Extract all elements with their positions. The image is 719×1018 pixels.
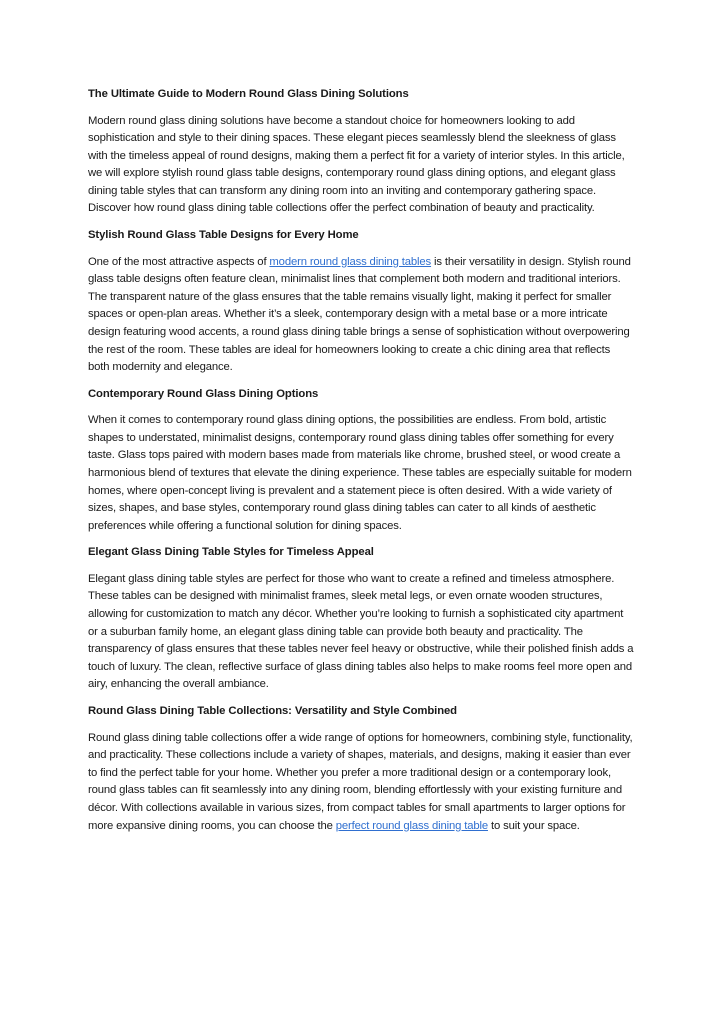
document-page	[88, 86, 634, 844]
paragraph-text: One of the most attractive aspects of	[88, 255, 270, 268]
intro-paragraph: Modern round glass dining solutions have become a standout choice for homeowners looking to add sophistication and style to their dining spaces. These elegant pieces seamlessly blend the sleekness of glass with the timeless appeal of round designs, making them a perfect fit for a variety of interior styles. In this article, we will explore stylish round glass table designs, contemporary round glass dining options, and elegant glass dining table styles that can transform any dining room into an inviting and contemporary gathering space. Discover how round glass dining table collections offer the perfect combination of beauty and practicality.	[88, 114, 625, 215]
section-heading-collections: Round Glass Dining Table Collections: Versatility and Style Combined	[88, 705, 457, 718]
section-heading-stylish-designs: Stylish Round Glass Table Designs for Every Home	[88, 229, 359, 242]
paragraph-text: to suit your space.	[487, 819, 580, 832]
section-heading-contemporary-options: Contemporary Round Glass Dining Options	[88, 387, 319, 400]
modern-round-glass-dining-tables-link[interactable]: modern round glass dining tables	[269, 255, 432, 268]
section-heading-elegant-styles: Elegant Glass Dining Table Styles for Timeless Appeal	[88, 546, 374, 559]
section-paragraph-elegant-styles: Elegant glass dining table styles are perfect for those who want to create a refined and timeless atmosphere. These tables can be designed with minimalist frames, sleek metal legs, or even ornate wooden structures, allowing for customization to match any décor. Whether you’re looking to furnish a sophisticated city apartment or a suburban family home, an elegant glass dining table can provide both beauty and practicality. The transparency of glass ensures that these tables never feel heavy or obstructive, while their polished finish adds a touch of luxury. The clean, reflective surface of glass dining tables also helps to make rooms feel more open and airy, enhancing the overall ambiance.	[88, 572, 634, 691]
document-title: The Ultimate Guide to Modern Round Glass Dining Solutions	[88, 88, 409, 100]
paragraph-text: Round glass dining table collections offer a wide range of options for homeowners, combining style, functionality, and practicality. These collections include a variety of shapes, materials, and designs, making it easier than ever to find the perfect table for your home. Whether you prefer a more traditional design or a contemporary look, round glass tables can fit seamlessly into any dining room, blending effortlessly with your existing furniture and décor. With collections available in various sizes, from compact tables for small apartments to larger options for more expansive dining rooms, you can choose the	[88, 731, 633, 832]
section-paragraph-contemporary-options: When it comes to contemporary round glass dining options, the possibilities are endless. From bold, artistic shapes to understated, minimalist designs, contemporary round glass dining tables offer something for every taste. Glass tops paired with modern bases made from materials like chrome, brushed steel, or wood create a harmonious blend of textures that elevate the dining experience. These tables are especially suitable for modern homes, where open-concept living is prevalent and a statement piece is often desired. With a wide variety of sizes, shapes, and base styles, contemporary round glass dining tables can cater to all kinds of aesthetic preferences while offering a functional solution for dining spaces.	[88, 414, 632, 532]
section-paragraph-stylish-designs	[88, 254, 634, 377]
perfect-round-glass-dining-table-link[interactable]: perfect round glass dining table	[335, 819, 488, 832]
section-paragraph-collections	[88, 730, 634, 836]
paragraph-text: is their versatility in design. Stylish round glass table designs often feature clean, minimalist lines that complement both modern and traditional interiors. The transparent nature of the glass ensures that the table remains visually light, making it perfect for smaller spaces or open-plan areas. Whether it’s a sleek, contemporary design with a metal base or a more intricate design featuring wood accents, a round glass dining table brings a sense of sophistication without overpowering the rest of the room. These tables are ideal for homeowners looking to create a chic dining area that reflects both modernity and elegance.	[88, 255, 631, 374]
